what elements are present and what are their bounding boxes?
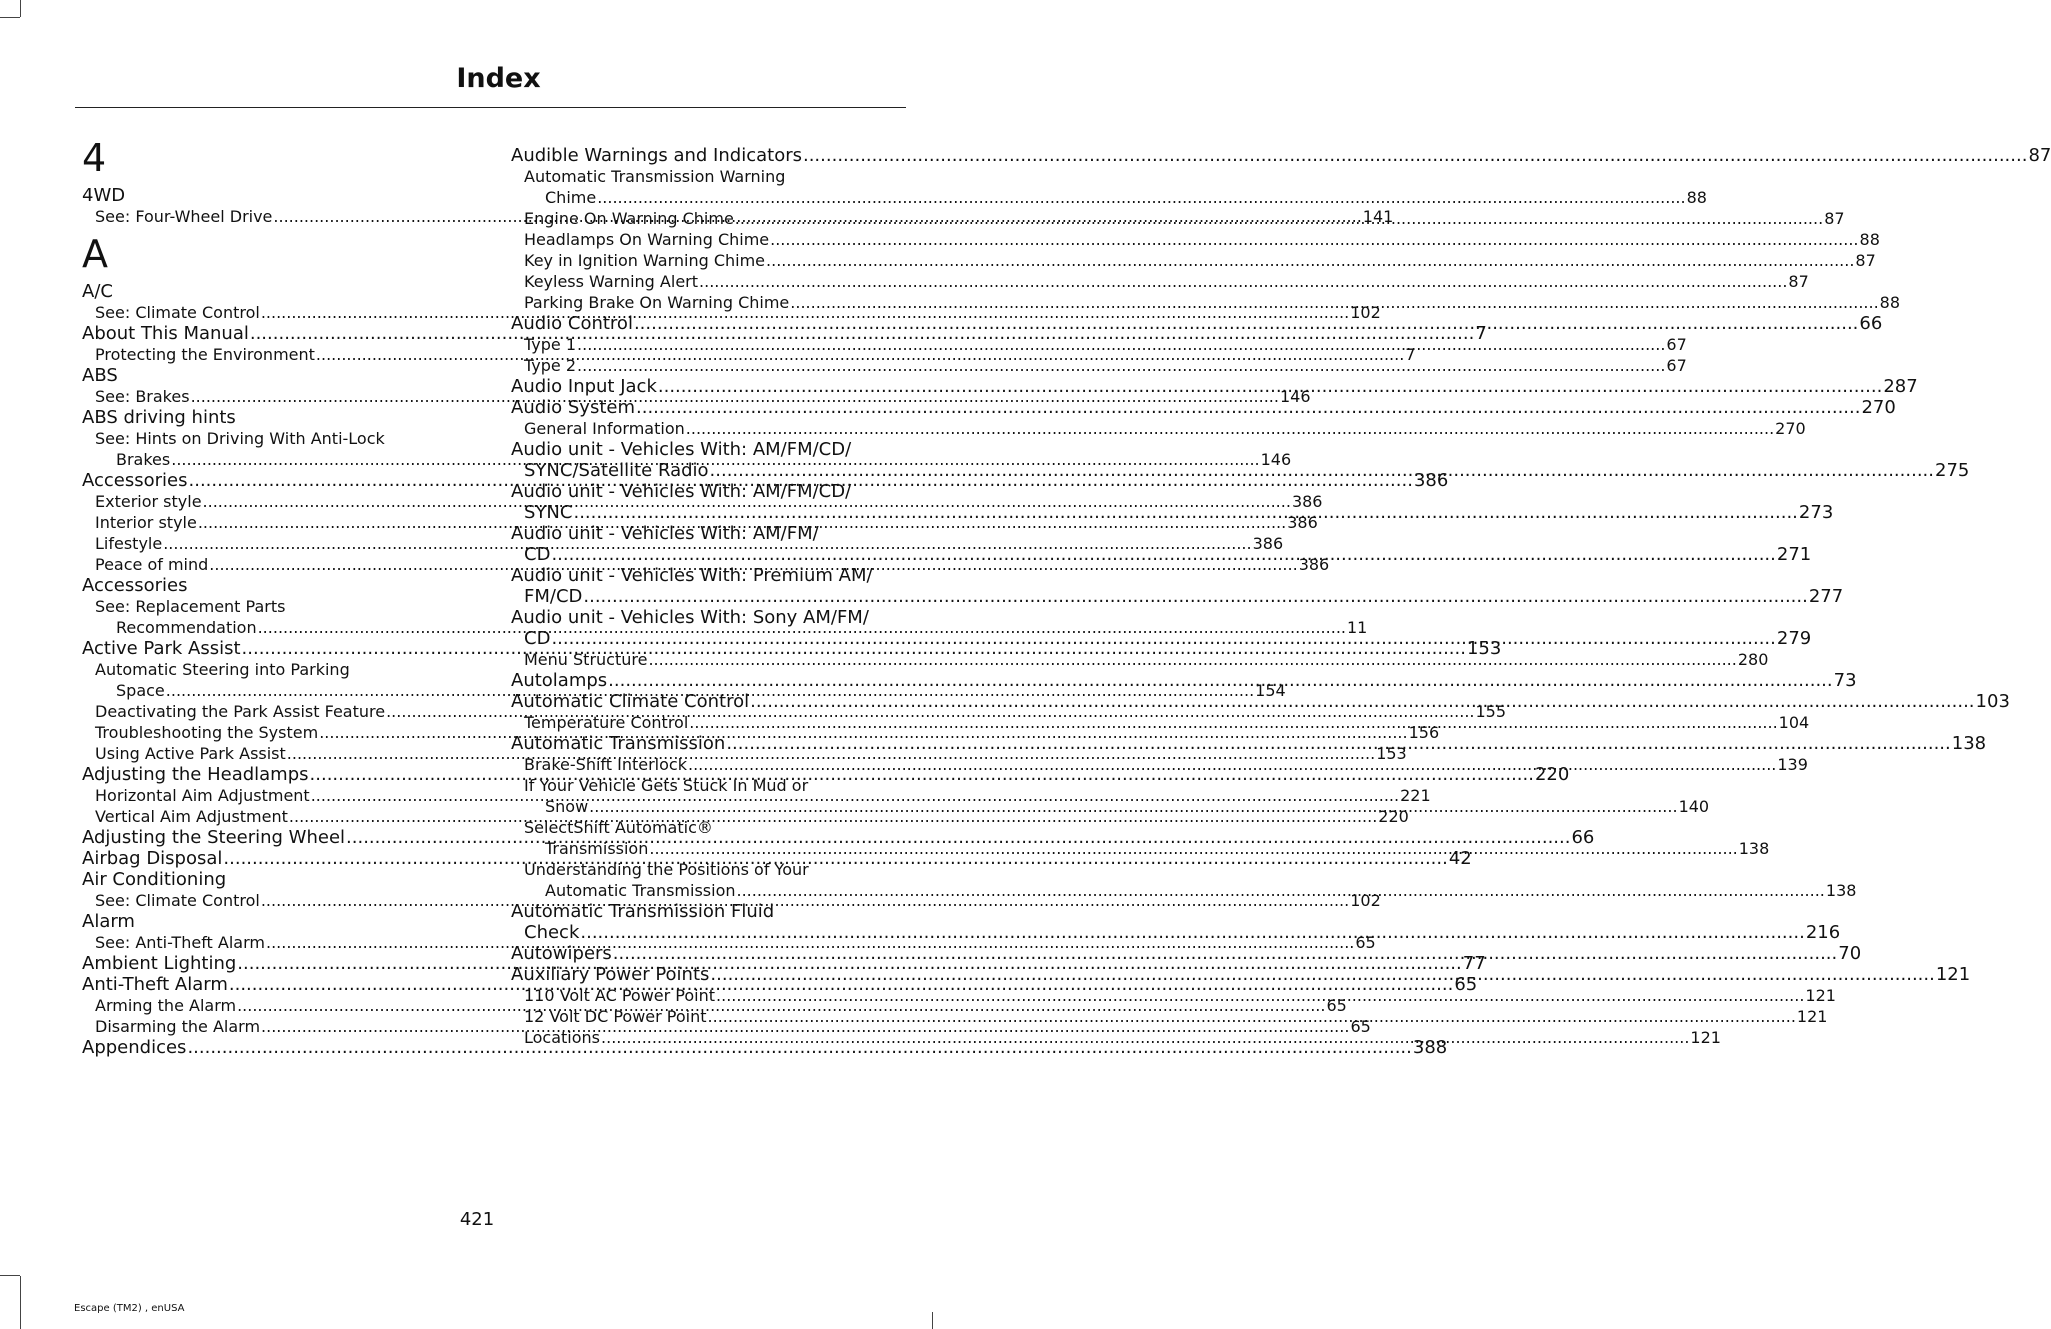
entry-term: Protecting the Environment bbox=[95, 345, 315, 364]
page-ref[interactable]: 138 bbox=[1825, 881, 1857, 900]
entry-term: Headlamps On Warning Chime bbox=[524, 230, 770, 249]
entry-term: Audio unit - Vehicles With: Premium AM/ bbox=[511, 565, 873, 586]
entry-term: 12 Volt DC Power Point bbox=[524, 1007, 707, 1026]
entry-term: Automatic Climate Control bbox=[511, 691, 750, 712]
section-letter: A bbox=[82, 232, 108, 276]
page-ref[interactable]: 121 bbox=[1796, 1007, 1828, 1026]
page-title: Index bbox=[456, 63, 541, 94]
page-ref[interactable]: 121 bbox=[1805, 986, 1836, 1005]
index-entry bbox=[82, 281, 470, 302]
page-ref[interactable]: 275 bbox=[1935, 460, 1970, 481]
entry-term: Alarm bbox=[82, 911, 135, 932]
entry-term: Using Active Park Assist bbox=[95, 744, 286, 763]
entry-term-cont: Transmission bbox=[545, 839, 649, 858]
entry-term: Accessories bbox=[82, 575, 188, 596]
page-ref[interactable]: 279 bbox=[1776, 628, 1812, 649]
index-entry bbox=[82, 911, 470, 932]
entry-term: Active Park Assist bbox=[82, 638, 241, 659]
entry-term: Arming the Alarm bbox=[95, 996, 237, 1015]
entry-term-cont: SYNC bbox=[524, 502, 573, 523]
entry-term-cont: Chime bbox=[545, 188, 597, 207]
page-ref[interactable]: 388 bbox=[1412, 1037, 1448, 1058]
page-ref[interactable]: 77 bbox=[1462, 953, 1486, 974]
entry-term-cont: Recommendation bbox=[116, 618, 257, 637]
entry-term: Peace of mind bbox=[95, 555, 209, 574]
page-ref[interactable]: 386 bbox=[1298, 555, 1330, 574]
index-subentry[interactable] bbox=[511, 166, 1707, 208]
page-ref[interactable]: 386 bbox=[1413, 470, 1449, 491]
index-subentry[interactable] bbox=[511, 649, 1769, 670]
entry-term: Audio unit - Vehicles With: AM/FM/ bbox=[511, 523, 819, 544]
page-ref[interactable]: 102 bbox=[1350, 303, 1381, 322]
page-ref[interactable]: 271 bbox=[1776, 544, 1812, 565]
entry-term: Disarming the Alarm bbox=[95, 1017, 261, 1036]
section-letter: 4 bbox=[82, 136, 107, 180]
entry-term: Horizontal Aim Adjustment bbox=[95, 786, 310, 805]
entry-term: See: Brakes bbox=[95, 387, 190, 406]
entry-term: 110 Volt AC Power Point bbox=[524, 986, 716, 1005]
page-ref[interactable]: 66 bbox=[1571, 827, 1595, 848]
crop-mark bbox=[20, 1276, 21, 1329]
index-entry[interactable] bbox=[511, 145, 2051, 166]
page-ref[interactable]: 65 bbox=[1355, 933, 1376, 952]
page-ref[interactable]: 153 bbox=[1466, 638, 1502, 659]
index-subentry[interactable] bbox=[511, 229, 1880, 250]
index-entry bbox=[82, 407, 470, 428]
entry-term-cont: Brakes bbox=[116, 450, 171, 469]
page-ref[interactable]: 270 bbox=[1775, 419, 1806, 438]
document-id: Escape (TM2) , enUSA bbox=[74, 1303, 185, 1314]
entry-term-cont: Automatic Transmission bbox=[545, 881, 736, 900]
index-entry[interactable] bbox=[511, 397, 1896, 418]
page-ref[interactable]: 154 bbox=[1255, 681, 1286, 700]
entry-term: Interior style bbox=[95, 513, 197, 532]
page-ref[interactable]: 104 bbox=[1778, 713, 1810, 732]
entry-term: Understanding the Positions of Your bbox=[524, 860, 809, 879]
entry-term: Locations bbox=[524, 1028, 601, 1047]
entry-term: Adjusting the Headlamps bbox=[82, 764, 309, 785]
page-ref[interactable]: 65 bbox=[1454, 974, 1478, 995]
entry-term: Brake-Shift Interlock bbox=[524, 755, 687, 774]
page-ref[interactable]: 87 bbox=[1824, 209, 1845, 228]
entry-term: Ambient Lighting bbox=[82, 953, 237, 974]
index-entry bbox=[82, 185, 470, 206]
entry-term: Anti-Theft Alarm bbox=[82, 974, 228, 995]
entry-term: Audio unit - Vehicles With: Sony AM/FM/ bbox=[511, 607, 869, 628]
entry-term: Audible Warnings and Indicators bbox=[511, 145, 802, 166]
entry-term: Lifestyle bbox=[95, 534, 163, 553]
entry-term: Troubleshooting the System bbox=[95, 723, 319, 742]
page-ref[interactable]: 67 bbox=[1666, 335, 1687, 354]
page-ref[interactable]: 42 bbox=[1448, 848, 1472, 869]
index-subentry[interactable] bbox=[511, 271, 1809, 292]
entry-term: Engine On Warning Chime bbox=[524, 209, 734, 228]
index-entry bbox=[82, 365, 470, 386]
page-ref[interactable]: 11 bbox=[1346, 618, 1368, 637]
crop-mark bbox=[0, 17, 20, 18]
page-ref[interactable]: 155 bbox=[1475, 702, 1507, 721]
page-ref[interactable]: 67 bbox=[1666, 356, 1687, 375]
entry-term: Accessories bbox=[82, 470, 188, 491]
entry-term: See: Hints on Driving With Anti-Lock bbox=[95, 429, 385, 448]
page-ref[interactable]: 121 bbox=[1935, 964, 1971, 985]
index-entry[interactable] bbox=[511, 313, 1883, 334]
page-ref[interactable]: 220 bbox=[1378, 807, 1409, 826]
entry-term: Appendices bbox=[82, 1037, 187, 1058]
page-ref[interactable]: 146 bbox=[1279, 387, 1311, 406]
entry-term: Automatic Steering into Parking bbox=[95, 660, 350, 679]
entry-term: Deactivating the Park Assist Feature bbox=[95, 702, 386, 721]
page-ref[interactable]: 88 bbox=[1879, 293, 1901, 312]
entry-term: See: Climate Control bbox=[95, 303, 260, 322]
index-subentry[interactable] bbox=[511, 355, 1687, 376]
entry-term: See: Anti-Theft Alarm bbox=[95, 933, 265, 952]
page-ref[interactable]: 88 bbox=[1859, 230, 1880, 249]
entry-term: 4WD bbox=[82, 185, 126, 206]
entry-term: See: Replacement Parts bbox=[95, 597, 286, 616]
page-ref[interactable]: 66 bbox=[1859, 313, 1883, 334]
entry-term: Air Conditioning bbox=[82, 869, 227, 890]
crop-mark bbox=[20, 0, 21, 17]
entry-term: Key in Ignition Warning Chime bbox=[524, 251, 766, 270]
entry-term: Type 2 bbox=[524, 356, 577, 375]
page-ref[interactable]: 386 bbox=[1291, 492, 1323, 511]
index-subentry[interactable] bbox=[511, 250, 1876, 271]
page-ref[interactable]: 87 bbox=[1855, 251, 1876, 270]
page-ref[interactable]: 277 bbox=[1808, 586, 1844, 607]
page-ref[interactable]: 7 bbox=[1405, 345, 1416, 364]
entry-term: Automatic Transmission bbox=[511, 733, 726, 754]
entry-term: ABS bbox=[82, 365, 118, 386]
page-ref[interactable]: 153 bbox=[1376, 744, 1407, 763]
entry-term: Auxiliary Power Points bbox=[511, 964, 710, 985]
page-ref[interactable]: 156 bbox=[1408, 723, 1440, 742]
entry-term: Automatic Transmission Fluid bbox=[511, 901, 775, 922]
page-ref[interactable]: 146 bbox=[1260, 450, 1292, 469]
page-ref[interactable]: 270 bbox=[1861, 397, 1896, 418]
page-ref[interactable]: 88 bbox=[1686, 188, 1707, 207]
page-ref[interactable]: 280 bbox=[1737, 650, 1769, 669]
page-ref[interactable]: 386 bbox=[1287, 513, 1318, 532]
entry-term-cont: SYNC/Satellite Radio bbox=[524, 460, 709, 481]
entry-term: Airbag Disposal bbox=[82, 848, 223, 869]
page-ref[interactable]: 70 bbox=[1838, 943, 1862, 964]
page-ref[interactable]: 73 bbox=[1833, 670, 1857, 691]
entry-term: ABS driving hints bbox=[82, 407, 236, 428]
page-header bbox=[75, 60, 906, 108]
crop-mark bbox=[932, 1312, 933, 1329]
index-entry bbox=[82, 575, 470, 596]
entry-term: About This Manual bbox=[82, 323, 249, 344]
entry-term: Audio Input Jack bbox=[511, 376, 657, 397]
page-ref[interactable]: 103 bbox=[1975, 691, 2010, 712]
page-ref[interactable]: 287 bbox=[1883, 376, 1918, 397]
index-subentry[interactable] bbox=[511, 418, 1806, 439]
entry-term: SelectShift Automatic® bbox=[524, 818, 713, 837]
index-subentry[interactable] bbox=[511, 334, 1687, 355]
entry-term: See: Climate Control bbox=[95, 891, 260, 910]
page-ref[interactable]: 221 bbox=[1400, 786, 1431, 805]
entry-term: Type 1 bbox=[524, 335, 577, 354]
entry-term: See: Four-Wheel Drive bbox=[95, 207, 273, 226]
entry-term-cont: Space bbox=[116, 681, 165, 700]
entry-term: Audio Control bbox=[511, 313, 633, 334]
entry-term: Vertical Aim Adjustment bbox=[95, 807, 288, 826]
entry-term-cont: CD bbox=[524, 628, 551, 649]
entry-term-cont: FM/CD bbox=[524, 586, 583, 607]
entry-term: A/C bbox=[82, 281, 113, 302]
page-ref[interactable]: 87 bbox=[1788, 272, 1809, 291]
entry-term: Keyless Warning Alert bbox=[524, 272, 699, 291]
entry-term: Audio System bbox=[511, 397, 636, 418]
page-ref[interactable]: 141 bbox=[1362, 207, 1394, 226]
page-number: 421 bbox=[459, 1209, 495, 1230]
page-ref[interactable]: 140 bbox=[1678, 797, 1710, 816]
page-ref[interactable]: 138 bbox=[1738, 839, 1770, 858]
entry-term: Temperature Control bbox=[524, 713, 689, 732]
page-ref[interactable]: 87 bbox=[2028, 145, 2051, 166]
index-entry[interactable] bbox=[511, 565, 1844, 607]
entry-term: General Information bbox=[524, 419, 685, 438]
entry-term: Autolamps bbox=[511, 670, 608, 691]
page-ref[interactable]: 65 bbox=[1326, 996, 1347, 1015]
entry-term: If Your Vehicle Gets Stuck In Mud or bbox=[524, 776, 809, 795]
page-ref[interactable]: 7 bbox=[1475, 323, 1487, 344]
page-ref[interactable]: 121 bbox=[1690, 1028, 1721, 1047]
entry-term: Audio unit - Vehicles With: AM/FM/CD/ bbox=[511, 481, 852, 502]
entry-term: Menu Structure bbox=[524, 650, 648, 669]
page-ref[interactable]: 216 bbox=[1805, 922, 1841, 943]
page-ref[interactable]: 139 bbox=[1777, 755, 1808, 774]
entry-term: Autowipers bbox=[511, 943, 612, 964]
entry-term-cont: Check bbox=[524, 922, 580, 943]
page-ref[interactable]: 386 bbox=[1252, 534, 1284, 553]
crop-mark bbox=[0, 1275, 20, 1276]
page-ref[interactable]: 273 bbox=[1798, 502, 1834, 523]
entry-term-cont: Snow bbox=[545, 797, 589, 816]
entry-term: Automatic Transmission Warning bbox=[524, 167, 786, 186]
page-ref[interactable]: 138 bbox=[1951, 733, 1987, 754]
index-entry bbox=[82, 869, 470, 890]
page-ref[interactable]: 102 bbox=[1350, 891, 1381, 910]
entry-term: Parking Brake On Warning Chime bbox=[524, 293, 790, 312]
entry-term-cont: CD bbox=[524, 544, 551, 565]
entry-term: Adjusting the Steering Wheel bbox=[82, 827, 346, 848]
page-ref[interactable]: 65 bbox=[1350, 1017, 1371, 1036]
entry-term: Exterior style bbox=[95, 492, 202, 511]
entry-term: Audio unit - Vehicles With: AM/FM/CD/ bbox=[511, 439, 852, 460]
page-ref[interactable]: 220 bbox=[1534, 764, 1570, 785]
